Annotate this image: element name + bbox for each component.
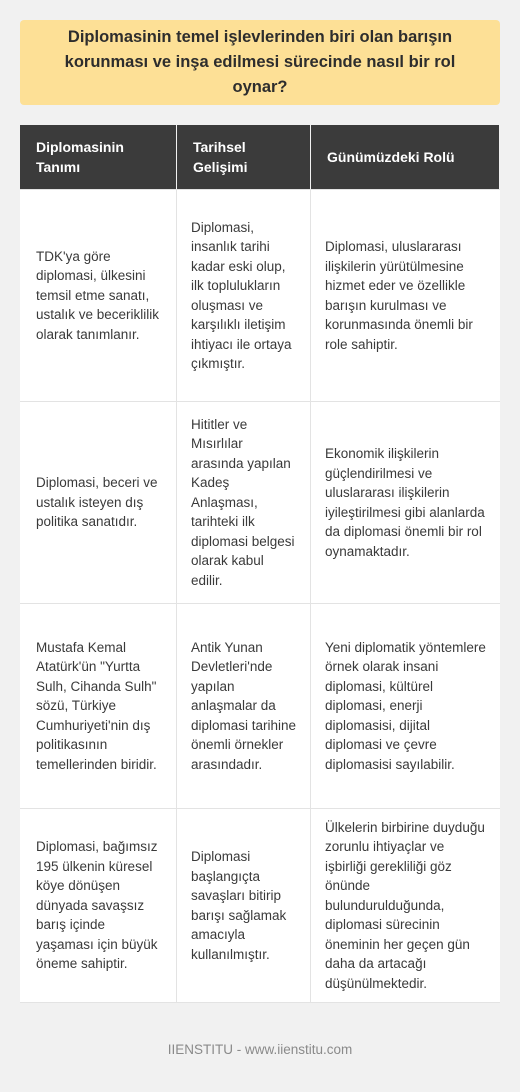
comparison-table bbox=[20, 125, 500, 1003]
title-banner bbox=[20, 20, 500, 105]
table-cell: TDK'ya göre diplomasi, ülkesini temsil etme sanatı, ustalık ve beceriklilik olarak tanımlanır. bbox=[20, 189, 177, 402]
page-title: Diplomasinin temel işlevlerinden biri olan barışın korunması ve inşa edilmesi sürecinde nasıl bir rol oynar? bbox=[64, 28, 456, 96]
column-header-definition: Diplomasinin Tanımı bbox=[20, 125, 177, 189]
table-cell: Diplomasi, beceri ve ustalık isteyen dış politika sanatıdır. bbox=[20, 402, 177, 604]
table-cell: Diplomasi, uluslararası ilişkilerin yürütülmesine hizmet eder ve özellikle barışın kurulması ve korunmasında önemli bir role sahiptir. bbox=[311, 189, 500, 402]
table-cell: Ülkelerin birbirine duyduğu zorunlu ihtiyaçlar ve işbirliği gerekliliği göz önünde bulundurulduğunda, diplomasi sürecinin öneminin her geçen gün daha da artacağı düşünülmektedir. bbox=[311, 809, 500, 1003]
table-cell: Yeni diplomatik yöntemlere örnek olarak insani diplomasi, kültürel diplomasi, enerji diplomasisi, dijital diplomasi ve çevre diplomasisi sayılabilir. bbox=[311, 604, 500, 809]
table-cell: Antik Yunan Devletleri'nde yapılan anlaşmalar da diplomasi tarihine önemli örnekler arasındadır. bbox=[177, 604, 311, 809]
column-header-current-role: Günümüzdeki Rolü bbox=[311, 125, 500, 189]
table-cell: Ekonomik ilişkilerin güçlendirilmesi ve uluslararası ilişkilerin iyileştirilmesi gibi alanlarda da diplomasi önemli bir rol oynamaktadır. bbox=[311, 402, 500, 604]
table-cell: Diplomasi, bağımsız 195 ülkenin küresel köye dönüşen dünyada savaşsız barış içinde yaşaması için büyük öneme sahiptir. bbox=[20, 809, 177, 1003]
table-cell: Diplomasi, insanlık tarihi kadar eski olup, ilk toplulukların oluşması ve karşılıklı iletişim ihtiyacı ile ortaya çıkmıştır. bbox=[177, 189, 311, 402]
table-cell: Mustafa Kemal Atatürk'ün "Yurtta Sulh, Cihanda Sulh" sözü, Türkiye Cumhuriyeti'nin dış politikasının temellerinden biridir. bbox=[20, 604, 177, 809]
footer-credit: IIENSTITU - www.iienstitu.com bbox=[167, 1042, 353, 1057]
table-cell: Hititler ve Mısırlılar arasında yapılan Kadeş Anlaşması, tarihteki ilk diplomasi belgesi olarak kabul edilir. bbox=[177, 402, 311, 604]
table-cell: Diplomasi başlangıçta savaşları bitirip barışı sağlamak amacıyla kullanılmıştır. bbox=[177, 809, 311, 1003]
column-header-history: Tarihsel Gelişimi bbox=[177, 125, 311, 189]
